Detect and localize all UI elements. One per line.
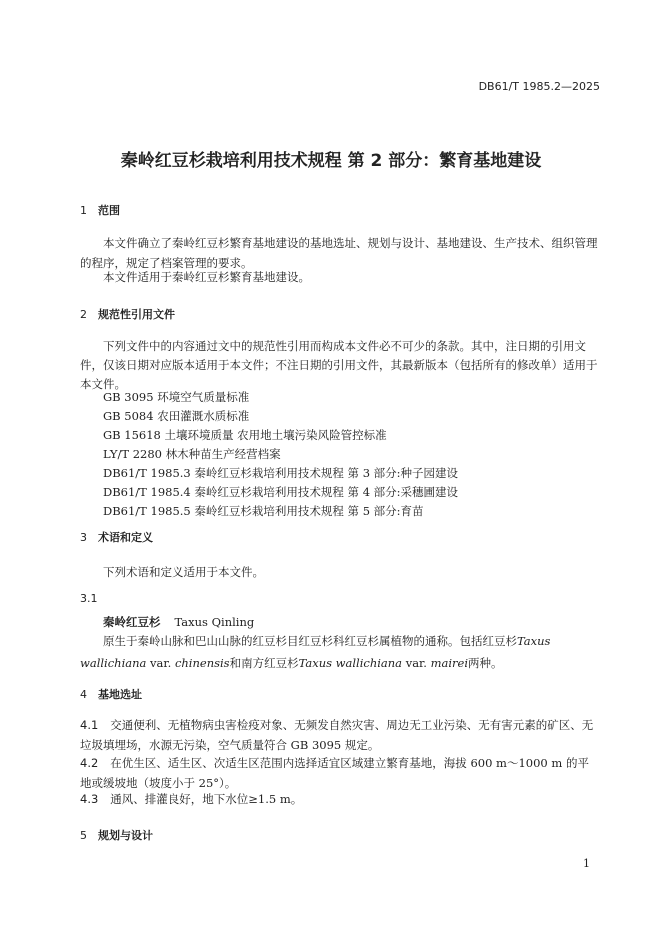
document-title: 秦岭红豆杉栽培利用技术规程 第 2 部分：繁育基地建设 <box>120 151 542 171</box>
section-1-paragraph-1: 本文件确立了秦岭红豆杉繁育基地建设的基地选址、规划与设计、基地建设、生产技术、组织管理的程序，规定了档案管理的要求。 <box>80 236 598 270</box>
clause-text: 交通便利、无植物病虫害检疫对象、无频发自然灾害、周边无工业污染、无有害元素的矿区、无垃圾填埋场，水源无污染，空气质量符合 GB 3095 规定。 <box>80 718 594 752</box>
variety-name: mairei <box>430 656 469 670</box>
clause-number: 4.2 <box>80 756 99 770</box>
reference-item: DB61/T 1985.4 秦岭红豆杉栽培利用技术规程 第 4 部分:采穗圃建设 <box>103 485 459 499</box>
section-2-heading <box>80 306 175 322</box>
variety-name: chinensis <box>174 656 230 670</box>
section-title: 术语和定义 <box>98 531 153 544</box>
reference-item: GB 15618 土壤环境质量 农用地土壤污染风险管控标准 <box>103 428 387 442</box>
reference-item: DB61/T 1985.5 秦岭红豆杉栽培利用技术规程 第 5 部分:育苗 <box>103 504 424 518</box>
section-title: 基地选址 <box>98 688 142 701</box>
clause-text: 通风、排灌良好，地下水位≥1.5 m。 <box>110 792 303 806</box>
clause-number: 4.3 <box>80 792 99 806</box>
clause-4-2 <box>80 754 600 793</box>
term-heading <box>103 614 254 630</box>
definition-text: 原生于秦岭山脉和巴山山脉的红豆杉目红豆杉科红豆杉属植物的通称。包括红豆杉 <box>103 634 517 648</box>
reference-item: GB 3095 环境空气质量标准 <box>103 390 250 404</box>
section-title: 规范性引用文件 <box>98 308 175 321</box>
term-chinese: 秦岭红豆杉 <box>103 615 161 629</box>
species-name: Taxus wallichiana <box>298 656 403 670</box>
clause-4-1 <box>80 716 600 755</box>
section-number: 5 <box>80 829 87 842</box>
term-english: Taxus Qinling <box>174 615 255 629</box>
section-number: 1 <box>80 204 87 217</box>
section-3-intro: 下列术语和定义适用于本文件。 <box>103 565 264 579</box>
reference-item: GB 5084 农田灌溉水质标准 <box>103 409 250 423</box>
section-number: 3 <box>80 531 87 544</box>
section-4-heading <box>80 686 142 702</box>
section-2-intro: 下列文件中的内容通过文中的规范性引用而构成本文件必不可少的条款。其中，注日期的引用文件，仅该日期对应版本适用于本文件；不注日期的引用文件，其最新版本（包括所有的修改单）适用于本文件。 <box>80 339 598 391</box>
definition-text: 两种。 <box>468 656 503 670</box>
section-5-heading <box>80 827 153 843</box>
definition-text: 和南方红豆杉 <box>229 656 299 670</box>
term-number: 3.1 <box>80 592 98 605</box>
species-name: Taxus wallichiana <box>80 634 551 670</box>
reference-item: DB61/T 1985.3 秦岭红豆杉栽培利用技术规程 第 3 部分:种子园建设 <box>103 466 459 480</box>
clause-4-3 <box>80 790 600 810</box>
section-3-heading <box>80 529 153 545</box>
variety-abbrev: var. <box>405 656 427 670</box>
section-number: 4 <box>80 688 87 701</box>
section-title: 规划与设计 <box>98 829 153 842</box>
section-1-paragraph-2: 本文件适用于秦岭红豆杉繁育基地建设。 <box>103 270 310 284</box>
clause-text: 在优生区、适生区、次适生区范围内选择适宜区域建立繁育基地，海拔 600 m～1000 m 的平地或缓坡地（坡度小于 25°）。 <box>80 756 589 790</box>
term-definition <box>80 630 600 674</box>
document-number: DB61/T 1985.2—2025 <box>478 80 600 93</box>
reference-list <box>103 388 458 521</box>
section-number: 2 <box>80 308 87 321</box>
variety-abbrev: var. <box>150 656 172 670</box>
section-1-heading <box>80 202 120 218</box>
clause-number: 4.1 <box>80 718 99 732</box>
page-number: 1 <box>583 857 590 870</box>
section-title: 范围 <box>98 204 120 217</box>
reference-item: LY/T 2280 林木种苗生产经营档案 <box>103 447 281 461</box>
